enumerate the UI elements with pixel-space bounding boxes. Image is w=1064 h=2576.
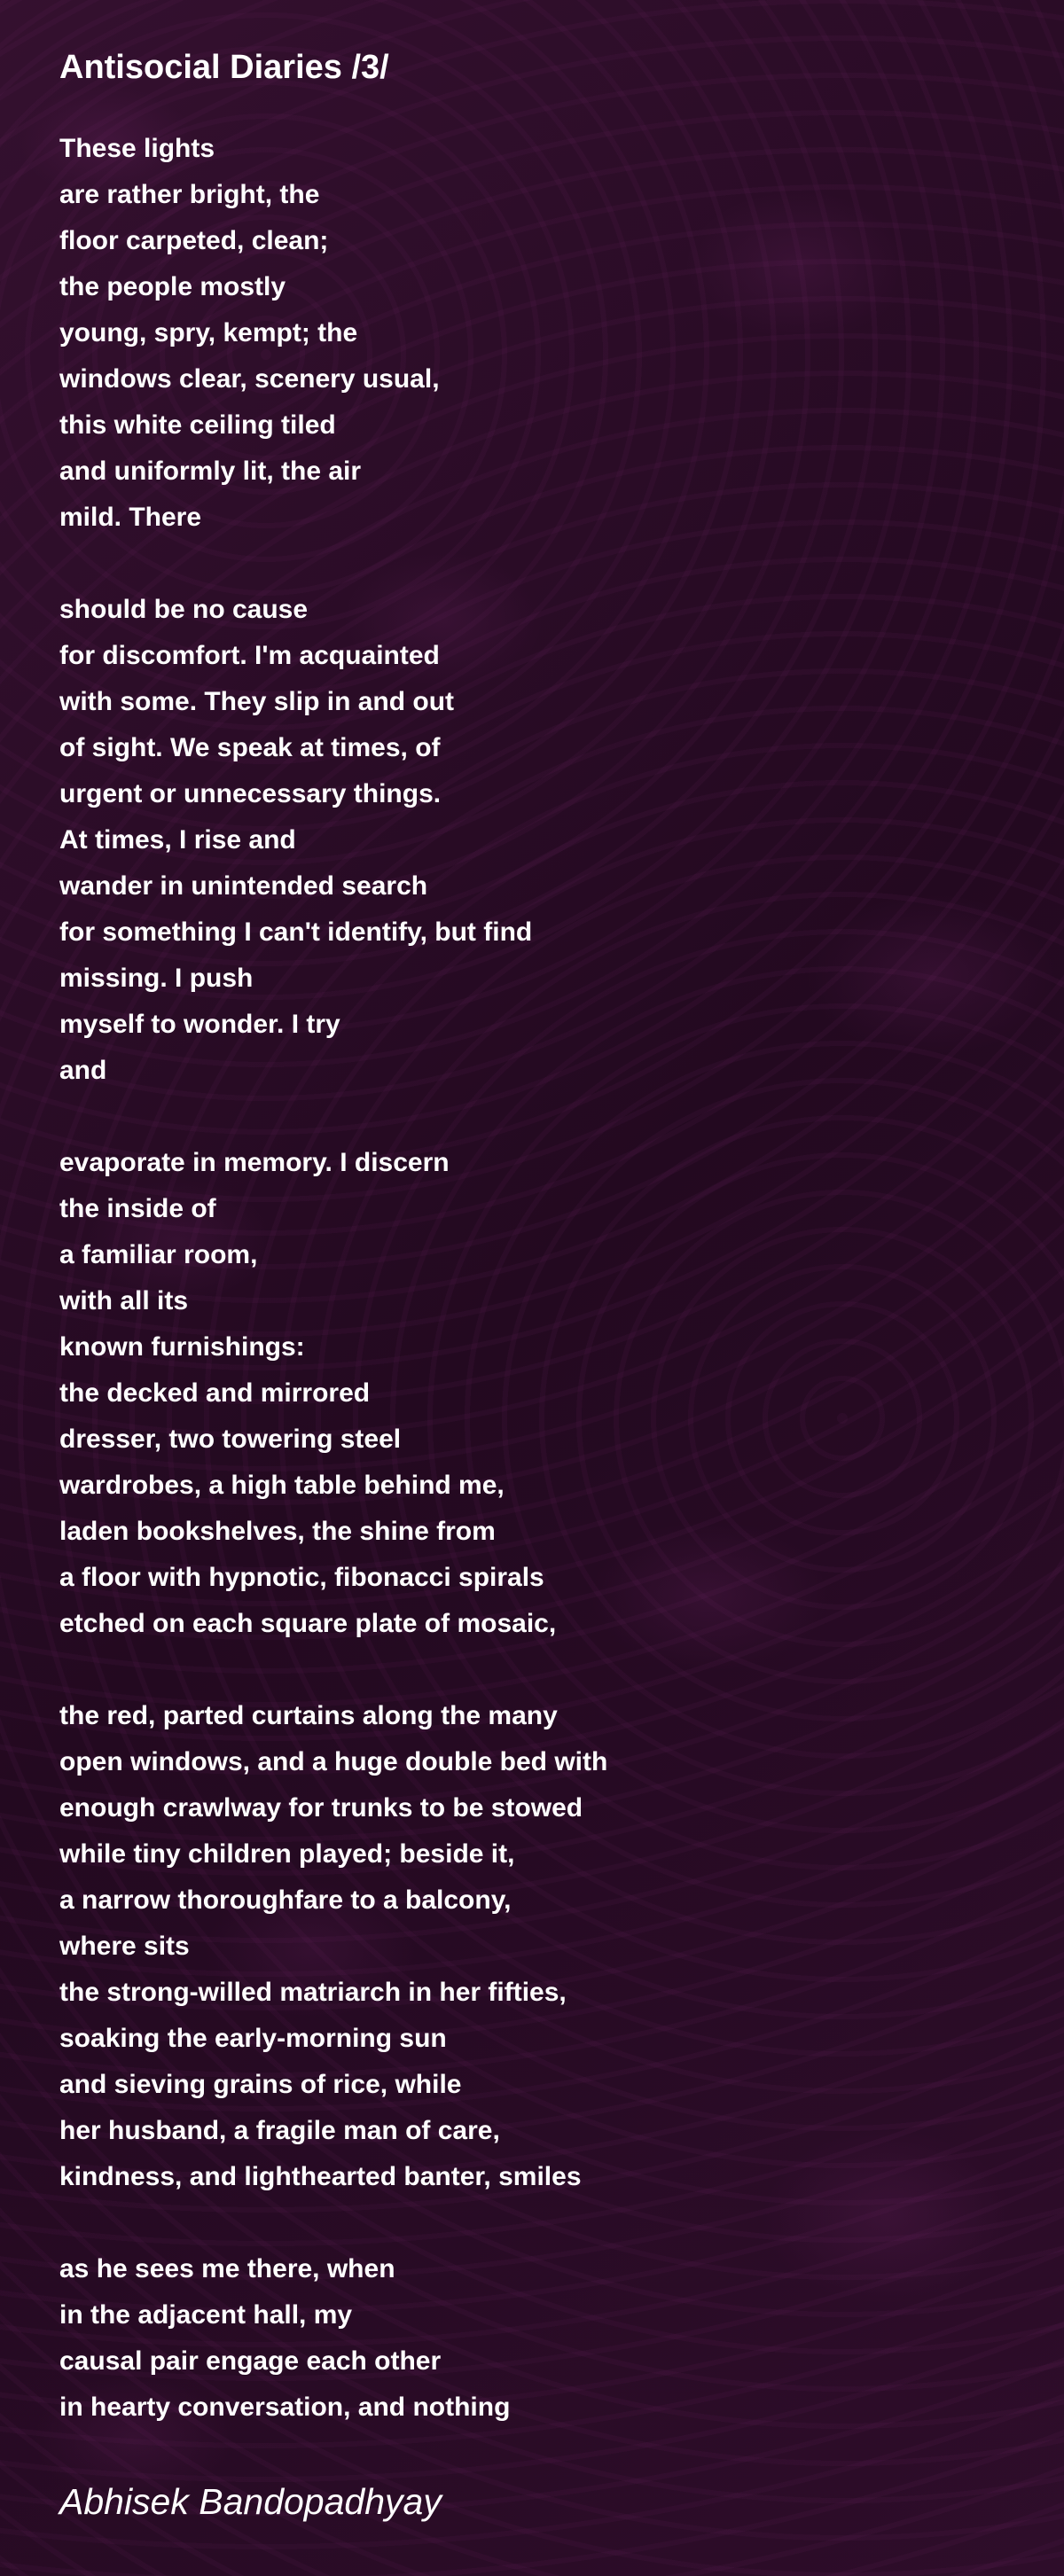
poem-line: with some. They slip in and out [59, 687, 455, 716]
poem-line: At times, I rise and [59, 825, 296, 855]
poem-line: floor carpeted, clean; [59, 226, 329, 255]
poem-line: known furnishings: [59, 1332, 305, 1362]
poem-line: laden bookshelves, the shine from [59, 1517, 496, 1546]
poem-line: a narrow thoroughfare to a balcony, [59, 1885, 512, 1915]
poem-stanza [59, 126, 1017, 541]
poem-line: These lights [59, 134, 215, 163]
poem-line: in hearty conversation, and nothing [59, 2393, 511, 2422]
poem-line: windows clear, scenery usual, [59, 364, 440, 394]
poem-line: for discomfort. I'm acquainted [59, 641, 440, 670]
poem-line: as he sees me there, when [59, 2254, 395, 2283]
poem-line: this white ceiling tiled [59, 410, 336, 440]
poem-line: the strong-willed matriarch in her fifties, [59, 1978, 567, 2007]
poem-line: the red, parted curtains along the many [59, 1701, 558, 1730]
poem-line: the inside of [59, 1194, 216, 1223]
poem-stanza [59, 2246, 1017, 2431]
poem-line: and sieving grains of rice, while [59, 2070, 462, 2099]
poem-line: etched on each square plate of mosaic, [59, 1609, 557, 1638]
poem-line: should be no cause [59, 595, 309, 624]
poem-line: in the adjacent hall, my [59, 2300, 353, 2330]
poem-line: and uniformly lit, the air [59, 457, 362, 486]
poem-line: wardrobes, a high table behind me, [59, 1471, 505, 1500]
poem-page [59, 44, 1017, 2526]
poem-line: enough crawlway for trunks to be stowed [59, 1793, 583, 1823]
poem-line: with all its [59, 1286, 189, 1315]
poem-line: for something I can't identify, but find [59, 917, 533, 947]
poem-line: are rather bright, the [59, 180, 320, 209]
poem-author: Abhisek Bandopadhyay [59, 2481, 442, 2522]
poem-line: missing. I push [59, 964, 254, 993]
poem-line: mild. There [59, 503, 202, 532]
poem-line: of sight. We speak at times, of [59, 733, 441, 762]
poem-line: causal pair engage each other [59, 2346, 442, 2376]
poem-line: dresser, two towering steel [59, 1425, 402, 1454]
poem-line: myself to wonder. I try [59, 1010, 340, 1039]
poem-stanza [59, 587, 1017, 1094]
poem-line: urgent or unnecessary things. [59, 779, 442, 808]
poem-line: the decked and mirrored [59, 1378, 371, 1408]
poem-line: a floor with hypnotic, fibonacci spirals [59, 1563, 544, 1592]
poem-title: Antisocial Diaries /3/ [59, 49, 389, 86]
poem-stanza [59, 1693, 1017, 2200]
poem-stanza [59, 1140, 1017, 1647]
poem-line: soaking the early-morning sun [59, 2024, 447, 2053]
poem-line: young, spry, kempt; the [59, 318, 358, 347]
poem-line: and [59, 1056, 107, 1085]
poem-line: a familiar room, [59, 1240, 258, 1269]
poem-line: her husband, a fragile man of care, [59, 2116, 500, 2145]
poem-line: kindness, and lighthearted banter, smiles [59, 2162, 582, 2191]
poem-line: the people mostly [59, 272, 286, 301]
poem-line: evaporate in memory. I discern [59, 1148, 450, 1177]
poem-line: while tiny children played; beside it, [59, 1839, 515, 1869]
poem-line: where sits [59, 1932, 190, 1961]
poem-body [59, 126, 1017, 2431]
poem-line: open windows, and a huge double bed with [59, 1747, 608, 1776]
poem-line: wander in unintended search [59, 871, 428, 901]
